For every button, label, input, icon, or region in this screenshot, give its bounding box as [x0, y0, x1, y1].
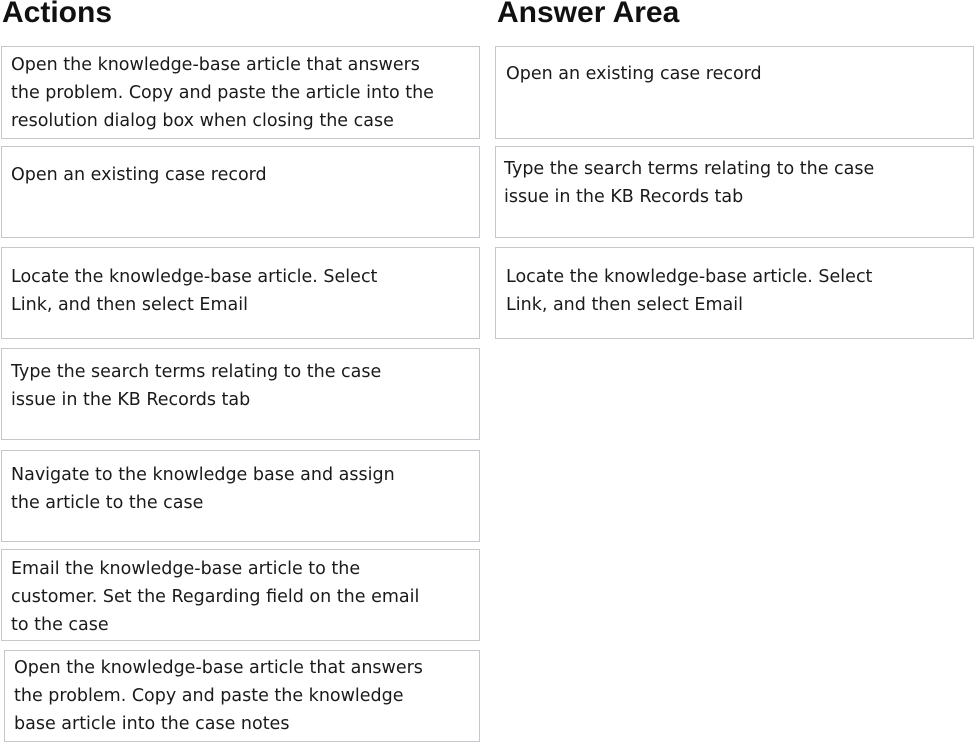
answer-slot-1-text: Open an existing case record — [506, 64, 762, 84]
answer-slot-2[interactable] — [495, 146, 974, 238]
action-item-5[interactable] — [1, 450, 480, 542]
answer-slot-3[interactable] — [495, 247, 974, 339]
action-item-4-text: Type the search terms relating to the case issue in the KB Records tab — [11, 362, 382, 410]
action-item-2-text: Open an existing case record — [11, 165, 267, 185]
answer-slot-1[interactable] — [495, 46, 974, 139]
action-item-2[interactable] — [1, 146, 480, 238]
answer-area-heading: Answer Area — [497, 0, 680, 29]
answer-slot-2-text: Type the search terms relating to the case issue in the KB Records tab — [504, 159, 875, 207]
actions-heading: Actions — [2, 0, 113, 29]
answer-slot-3-text: Locate the knowledge-base article. Select Link, and then select Email — [506, 267, 873, 315]
action-item-7-text: Open the knowledge-base article that answers the problem. Copy and paste the knowledge base article into the case notes — [14, 658, 423, 734]
action-item-7[interactable] — [4, 650, 480, 742]
action-item-5-text: Navigate to the knowledge base and assign the article to the case — [11, 465, 395, 513]
action-item-6-text: Email the knowledge-base article to the customer. Set the Regarding field on the email to the case — [11, 559, 420, 635]
action-item-6[interactable] — [1, 549, 480, 641]
action-item-3[interactable] — [1, 247, 480, 339]
action-item-1[interactable] — [1, 46, 480, 139]
action-item-1-text: Open the knowledge-base article that answers the problem. Copy and paste the article into the resolution dialog box when closing the case — [11, 55, 434, 131]
action-item-4[interactable] — [1, 348, 480, 440]
action-item-3-text: Locate the knowledge-base article. Select Link, and then select Email — [11, 267, 378, 315]
